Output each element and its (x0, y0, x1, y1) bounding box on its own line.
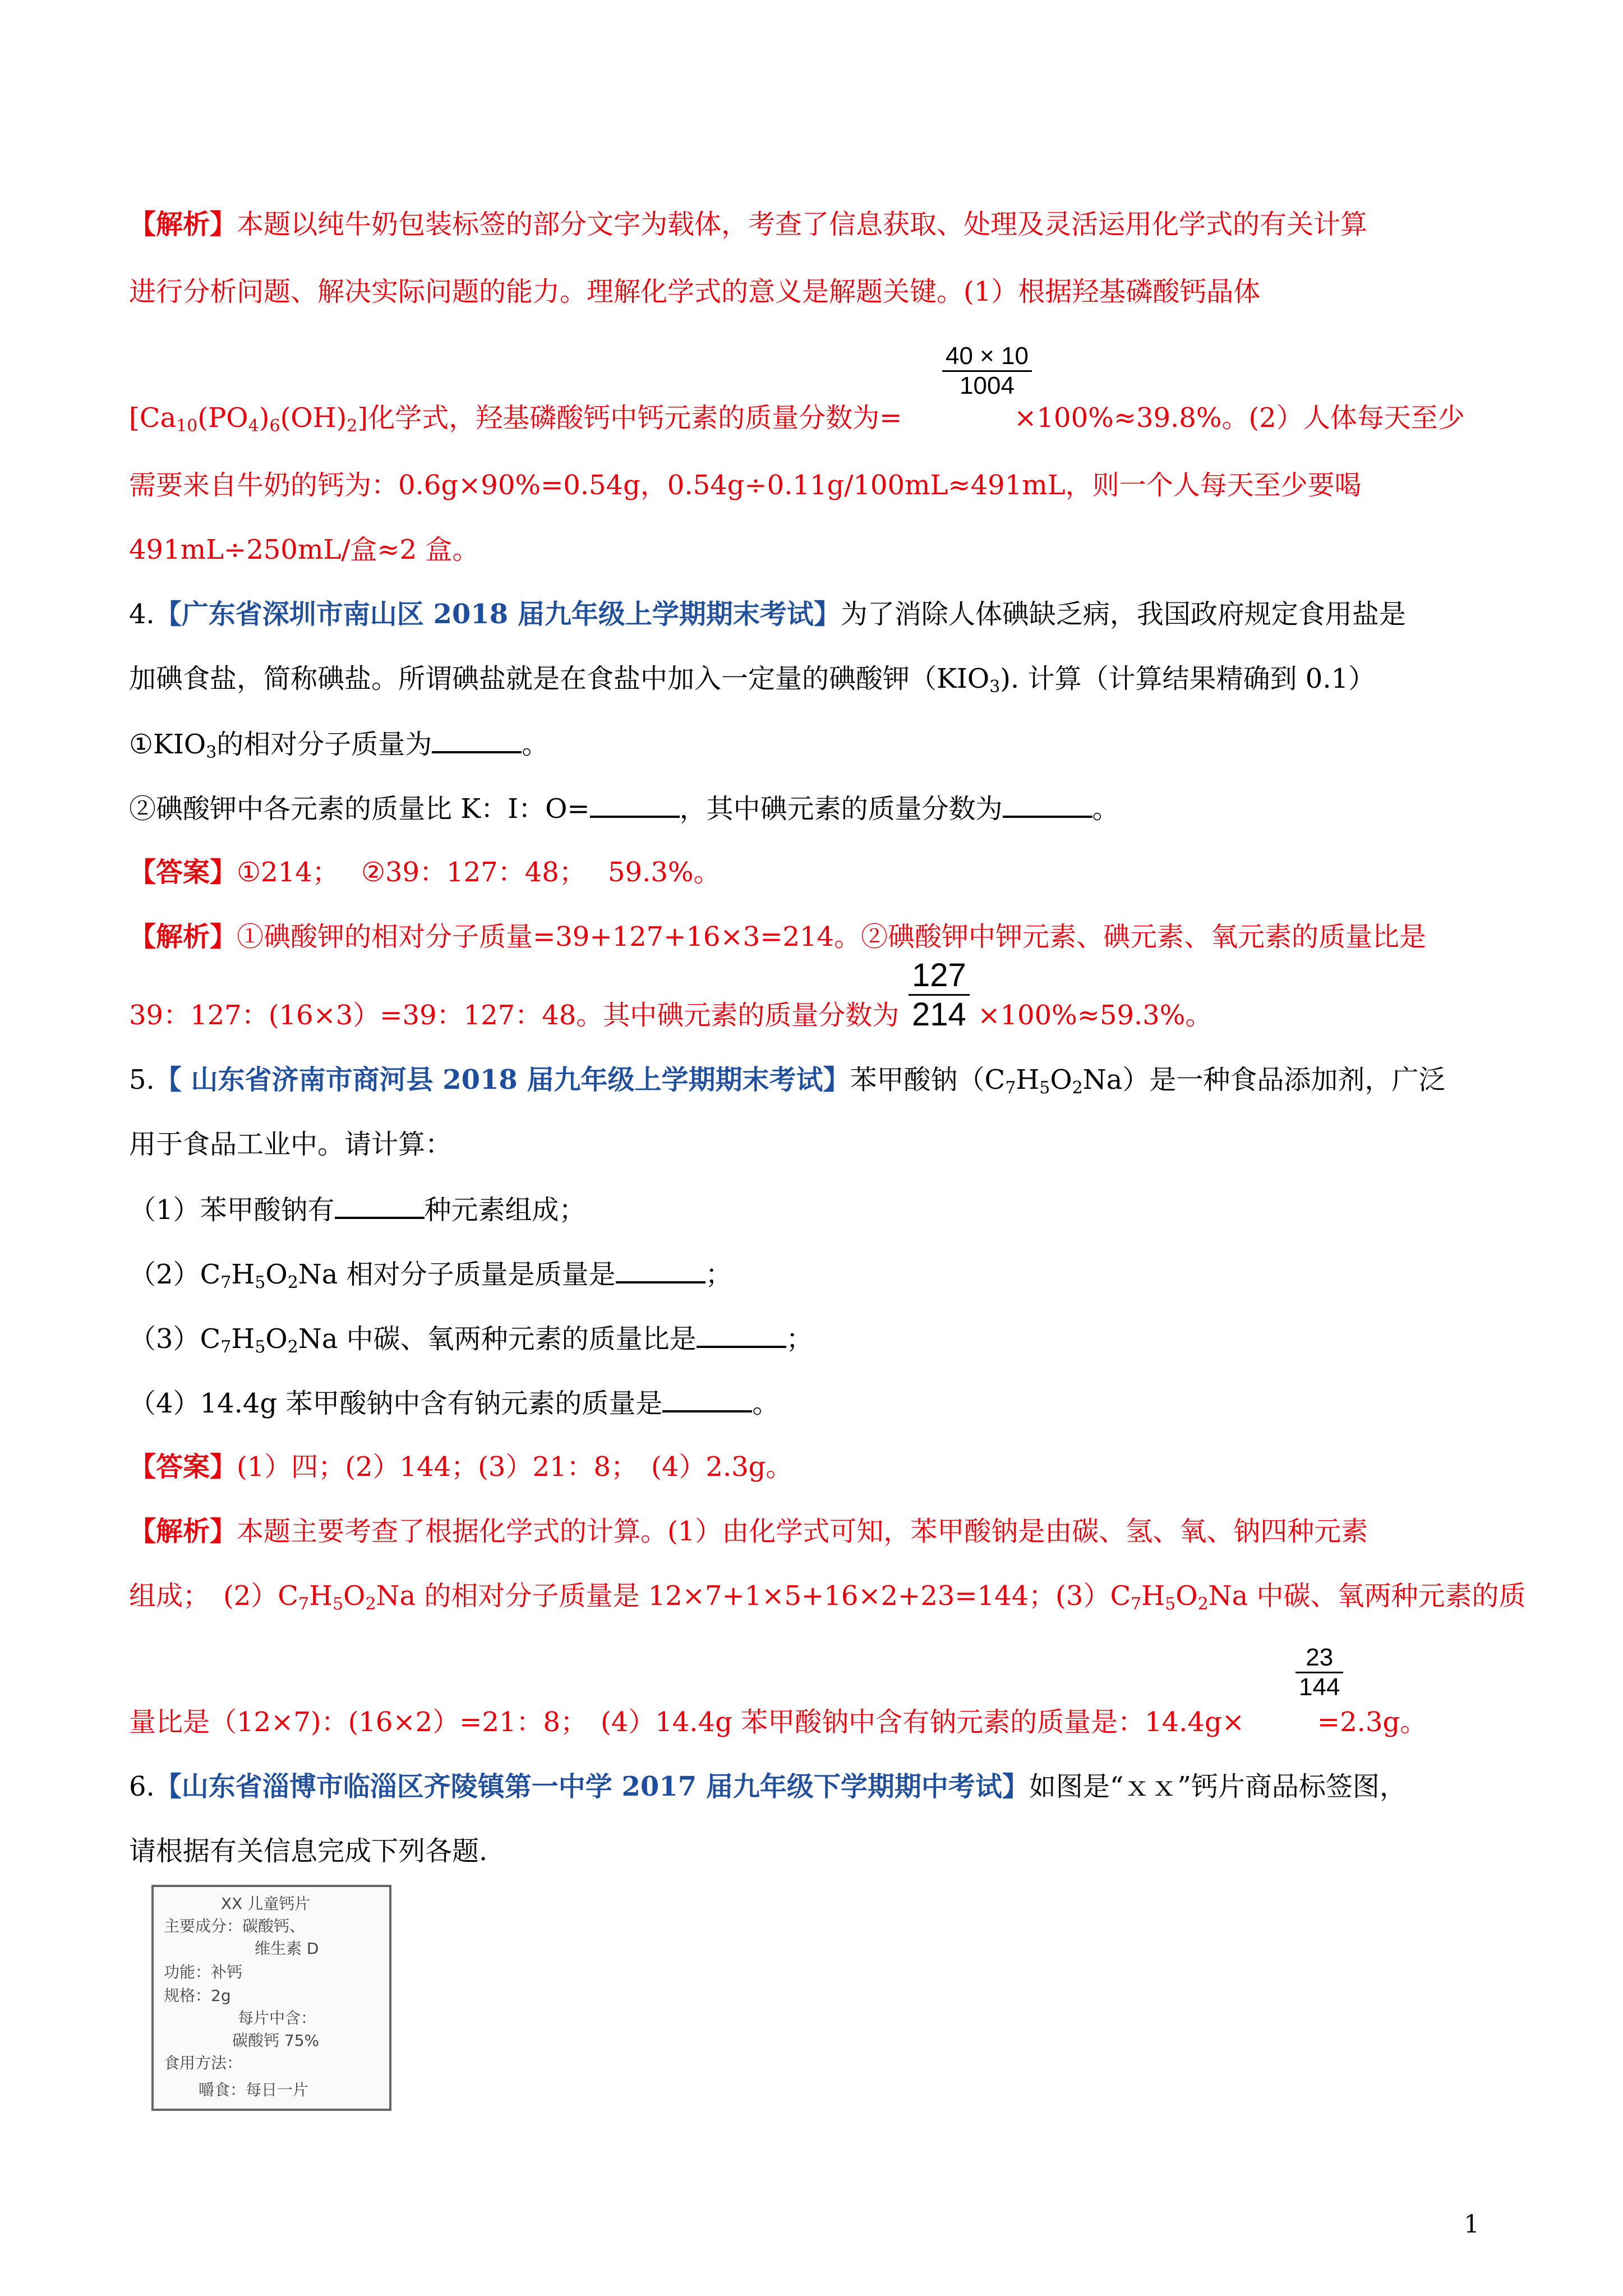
q4-line2: 加碘食盐，简称碘盐。所谓碘盐就是在食盐中加入一定量的碘酸钾$(KIO_3)$. 计算（计算结果精确到 0.1） (129, 663, 1376, 697)
q4-analysis-line2: 39：127：(16×3）=39：127：48。其中碘元素的质量分数为 ×100%≈59.3%。 (129, 1000, 1212, 1031)
label-row: 每片中含： (238, 2009, 317, 2027)
fraction-calcium: 40 × 10 1004 (942, 342, 1032, 400)
q4-part1: $①KIO_3$的相对分子质量为 。 (129, 726, 548, 761)
q4-answer: 【答案】①214； ②39：127：48； 59.3%。 (129, 857, 721, 888)
answer-blank (335, 1192, 425, 1219)
label-row: 规格：2g (164, 1986, 231, 2005)
label-row: 主要成分：碳酸钙、 (164, 1917, 306, 1935)
q5-part4: （4）14.4g 苯甲酸钠中含有钠元素的质量是 。 (129, 1386, 779, 1420)
q5-answer: 【答案】(1）四；(2）144；(3）21：8； (4）2.3g。 (129, 1451, 793, 1483)
q5-line2: 用于食品工业中。请计算： (129, 1129, 453, 1160)
answer-blank (662, 1386, 752, 1412)
q5-analysis-line2: 组成； $(2)C_7H_5O_2Na$ 的相对分子质量是 12×7+1×5+16×2+23=144；$(3)C_7H_5O_2Na$ 中碳、氧两种元素的质 (129, 1580, 1526, 1614)
answer-blank (1003, 791, 1092, 818)
q5-line1: 5.【 山东省济南市商河县 2018 届九年级上学期期末考试】苯甲酸钠$(C_7H_5O_2Na)$是一种食品添加剂，广泛 (129, 1064, 1446, 1098)
fraction-iodine: 127 214 (909, 956, 970, 1033)
answer-blank (590, 791, 680, 818)
q5-analysis-line1: 【解析】本题主要考查了根据化学式的计算。(1）由化学式可知，苯甲酸钠是由碳、氢、氧、钠四种元素 (129, 1516, 1368, 1547)
q5-part2: $(2)C_7H_5O_2Na$ 相对分子质量是质量是 ； (129, 1257, 732, 1291)
label-row: 嚼食：每日一片 (199, 2081, 309, 2099)
q4-analysis-line1: 【解析】①碘酸钾的相对分子质量=39+127+16×3=214。②碘酸钾中钾元素、碘元素、氧元素的质量比是 (129, 921, 1427, 953)
q6-line1: 6.【山东省淄博市临淄区齐陵镇第一中学 2017 届九年级下学期期中考试】如图是“ｘｘ”钙片商品标签图， (129, 1771, 1407, 1802)
label-row: 维生素 D (255, 1939, 319, 1958)
q5-analysis-line3: 量比是（12×7)：(16×2）=21：8； (4）14.4g 苯甲酸钠中含有钠元素的质量是：14.4g× =2.3g。 (129, 1706, 1427, 1738)
analysis3-line5: 491mL÷250mL/盒≈2 盒。 (129, 534, 479, 565)
label-row: 碳酸钙 75% (232, 2031, 320, 2050)
page-number: 1 (1464, 2210, 1479, 2239)
answer-blank (432, 726, 522, 753)
analysis3-line3: $[Ca_{10}(PO_4)_6(OH)_2]$化学式，羟基磷酸钙中钙元素的质量分数为= ×100%≈39.8%。(2）人体每天至少 (129, 402, 1465, 436)
calcium-tablet-label-image (151, 1885, 391, 2111)
label-row: 功能：补钙 (164, 1963, 243, 1981)
q5-part1: （1）苯甲酸钠有 种元素组成； (129, 1192, 586, 1227)
q4-line1: 4.【广东省深圳市南山区 2018 届九年级上学期期末考试】为了消除人体碘缺乏病，我国政府规定食用盐是 (129, 599, 1406, 630)
q4-part2: ②碘酸钾中各元素的质量比 K：I：O= ，其中碘元素的质量分数为 。 (129, 791, 1119, 826)
analysis3-line1: 【解析】本题以纯牛奶包装标签的部分文字为载体，考查了信息获取、处理及灵活运用化学式的有关计算 (129, 209, 1368, 240)
analysis3-line2: 进行分析问题、解决实际问题的能力。理解化学式的意义是解题关键。(1）根据羟基磷酸钙晶体 (129, 276, 1261, 307)
label-title: XX 儿童钙片 (221, 1894, 311, 1913)
q5-part3: $(3)C_7H_5O_2Na$ 中碳、氧两种元素的质量比是 ； (129, 1321, 813, 1356)
label-row: 食用方法： (164, 2054, 243, 2072)
answer-blank (697, 1321, 786, 1348)
answer-blank (616, 1257, 706, 1283)
analysis3-line4: 需要来自牛奶的钙为：0.6g×90%=0.54g，0.54g÷0.11g/100mL≈491mL，则一个人每天至少要喝 (129, 470, 1362, 501)
fraction-sodium: 23 144 (1295, 1644, 1343, 1701)
q6-line2: 请根据有关信息完成下列各题. (129, 1835, 488, 1867)
